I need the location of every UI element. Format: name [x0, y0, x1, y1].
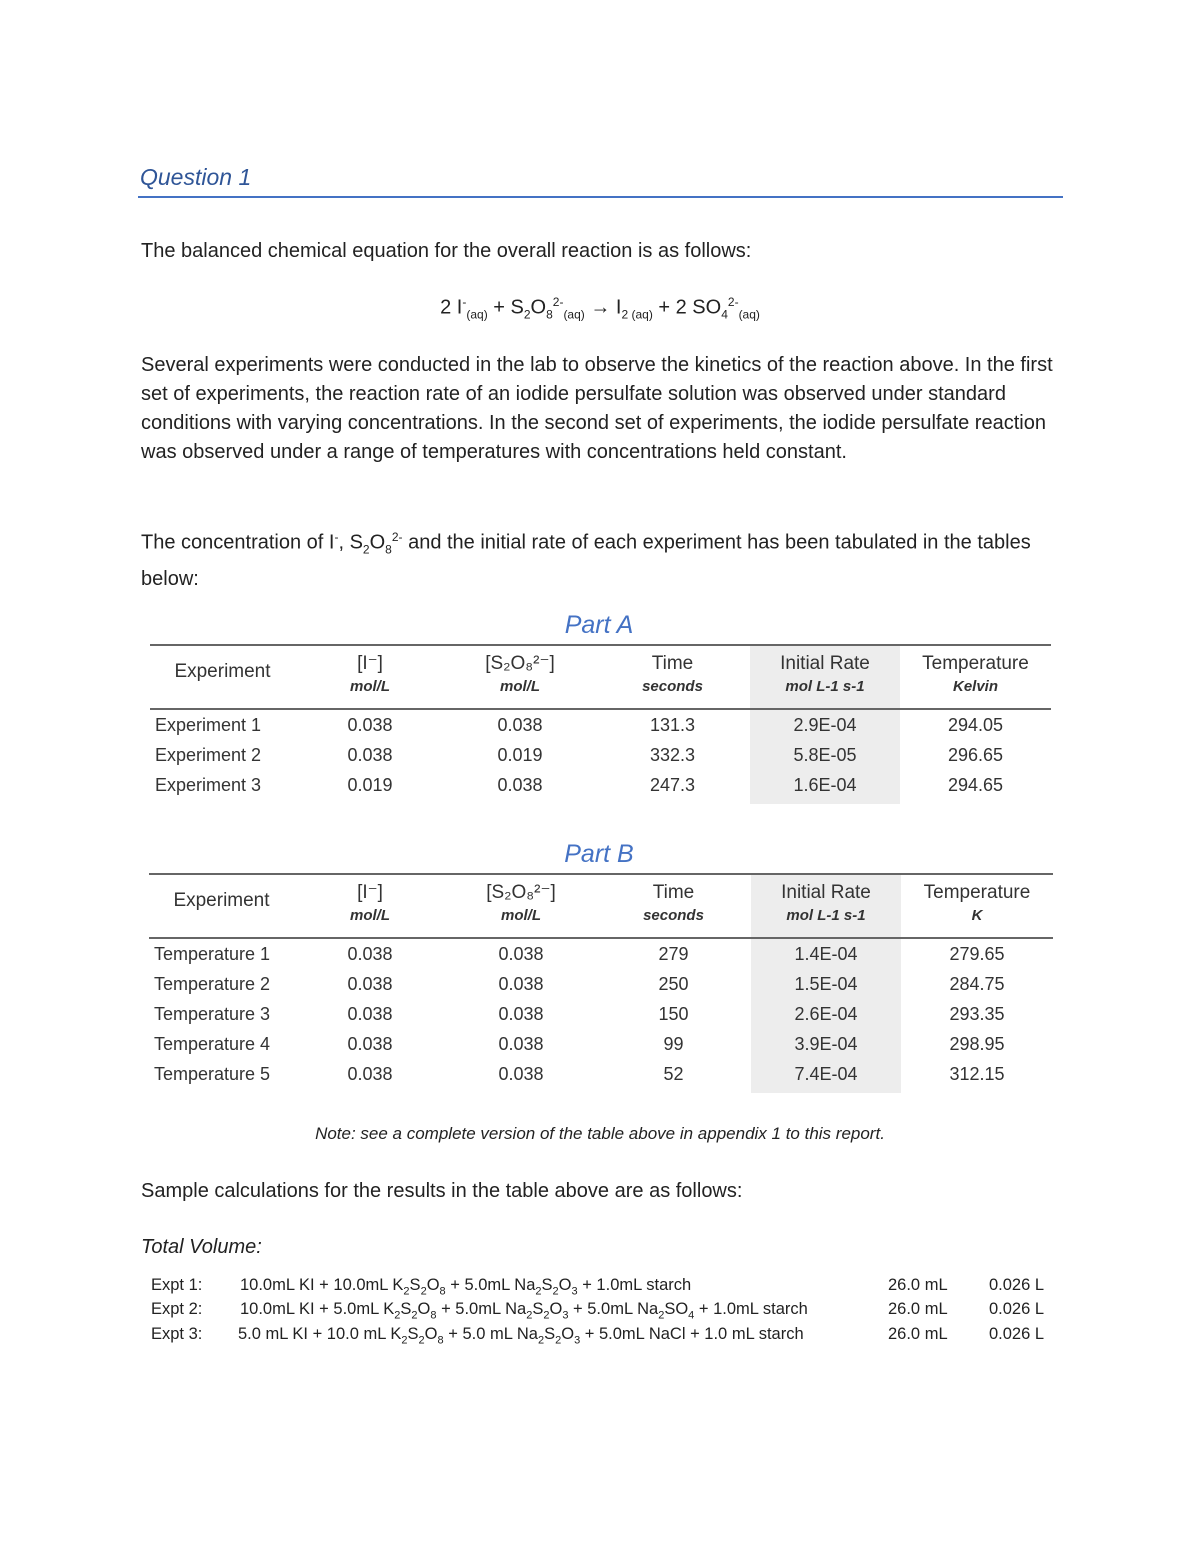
table-cell: 0.038: [347, 1033, 393, 1054]
calc-label: Expt 2:: [151, 1300, 203, 1318]
table-cell: 294.65: [947, 774, 1004, 795]
column-header-unit: mol/L: [501, 907, 541, 924]
column-header-label: Initial Rate: [781, 882, 871, 903]
part-b-row: [149, 999, 1053, 1029]
table-cell: Temperature 2: [154, 973, 271, 994]
table-cell: 279: [658, 943, 689, 964]
experiments-paragraph: Several experiments were conducted in the lab to observe the kinetics of the reaction above. In the first set of experiments, the reaction rate of an iodide persulfate solution was observed under standard conditions with varying concentrations. In the second set of experiments, the iodide persulfate reaction was observed under a range of temperatures with concentrations held constant.: [141, 354, 1053, 463]
column-header-label: Experiment: [173, 890, 270, 911]
part-b-row: [149, 1059, 1053, 1089]
table-cell: Experiment 3: [155, 774, 262, 795]
table-spacer: [150, 800, 1051, 804]
calc-formula: 5.0 mL KI + 10.0 mL $K_2S_2O_8 + 5.0$ mL $Na_2S_2O_3 + 5.0mL$ NaCl + 1.0 mL starch: [238, 1325, 804, 1347]
part-a-row: [150, 709, 1051, 740]
part-a-title: Part A: [564, 611, 634, 639]
table-cell: 1.4E-04: [751, 938, 901, 969]
table-cell: 2.6E-04: [751, 999, 901, 1029]
spacer-cell: [750, 800, 900, 804]
sample-calc-intro: Sample calculations for the results in the table above are as follows:: [141, 1180, 743, 1202]
spacer-cell: [595, 800, 750, 804]
table-cell: 296.65: [947, 744, 1004, 765]
table-cell: 1.6E-04: [750, 770, 900, 800]
part-b-row: [149, 969, 1053, 999]
table-cell: 284.75: [949, 973, 1005, 994]
column-header: [596, 874, 751, 938]
table-cell: 294.05: [947, 714, 1004, 735]
table-cell: 0.038: [347, 714, 393, 735]
calc-label: Expt 3:: [151, 1325, 203, 1343]
calc-volume: 26.0 mL: [888, 1325, 948, 1343]
spacer-cell: [901, 1089, 1053, 1093]
column-header-label: Initial Rate: [780, 653, 870, 674]
concentration-paragraph: The concentration of I-, $S_2O_8^{2-}$ and the initial rate of each experiment has been tabulated in the tables below:: [141, 530, 1031, 590]
column-header-unit: mol L-1 s-1: [785, 678, 865, 695]
table-cell: 0.038: [497, 714, 543, 735]
table-cell: Temperature 5: [154, 1063, 271, 1084]
column-header-label: [S₂O₈²⁻]: [486, 882, 556, 903]
column-header-unit: seconds: [643, 907, 704, 924]
part-b-table: [149, 873, 1053, 1093]
table-cell: 150: [658, 1003, 689, 1024]
table-cell: 3.9E-04: [751, 1029, 901, 1059]
table-cell: 0.038: [497, 774, 543, 795]
column-header: [294, 874, 446, 938]
table-cell: 0.038: [347, 943, 393, 964]
table-cell: 279.65: [949, 943, 1005, 964]
spacer-cell: [596, 1089, 751, 1093]
column-header-unit: mol/L: [350, 678, 390, 695]
table-cell: 0.038: [347, 744, 393, 765]
table-cell: 0.038: [347, 1063, 393, 1084]
part-b-title: Part B: [564, 840, 634, 868]
table-cell: 0.038: [347, 1003, 393, 1024]
part-a-table: [150, 644, 1051, 804]
table-cell: Temperature 4: [154, 1033, 271, 1054]
column-header: [295, 645, 445, 709]
question-heading: Question 1: [140, 164, 252, 190]
calc-volume: 26.0 mL: [888, 1300, 948, 1318]
table-cell: 2.9E-04: [750, 709, 900, 740]
part-a-header-row: [150, 645, 1051, 709]
part-b-header-row: [149, 874, 1053, 938]
column-header-unit: K: [971, 907, 983, 924]
column-header-label: Temperature: [922, 653, 1029, 674]
table-cell: 332.3: [649, 744, 696, 765]
calc-formula: 10.0mL KI + 5.0mL $K_2S_2O_8 + 5.0mL$ $Na_2S_2O_3 + 5.0mL$ $Na_2SO_4 + 1.0mL$ starch: [240, 1300, 808, 1322]
calc-volume: 26.0 mL: [888, 1276, 948, 1294]
table-cell: 293.35: [949, 1003, 1005, 1024]
calc-label: Expt 1:: [151, 1276, 203, 1294]
calc-litres: 0.026 L: [989, 1300, 1045, 1318]
table-cell: 5.8E-05: [750, 740, 900, 770]
table-cell: 131.3: [649, 714, 696, 735]
intro-text: The balanced chemical equation for the overall reaction is as follows:: [141, 240, 752, 262]
column-header: [751, 874, 901, 938]
appendix-note: Note: see a complete version of the table above in appendix 1 to this report.: [315, 1124, 885, 1143]
table-cell: Experiment 1: [155, 714, 262, 735]
table-cell: 0.038: [498, 1063, 544, 1084]
column-header: [150, 645, 295, 709]
column-header-unit: mol L-1 s-1: [786, 907, 866, 924]
part-a-row: [150, 740, 1051, 770]
column-header-label: Temperature: [923, 882, 1031, 903]
column-header: [446, 874, 596, 938]
table-cell: 52: [663, 1063, 684, 1084]
part-a-row: [150, 770, 1051, 800]
column-header: [445, 645, 595, 709]
column-header-label: [S₂O₈²⁻]: [485, 653, 555, 674]
column-header-label: Time: [652, 882, 695, 903]
table-cell: 298.95: [949, 1033, 1005, 1054]
table-spacer: [149, 1089, 1053, 1093]
spacer-cell: [149, 1089, 294, 1093]
table-cell: 0.019: [347, 774, 393, 795]
table-cell: 312.15: [949, 1063, 1005, 1084]
table-cell: Experiment 2: [155, 744, 262, 765]
table-cell: 247.3: [649, 774, 696, 795]
calc-litres: 0.026 L: [989, 1276, 1045, 1294]
part-b-row: [149, 938, 1053, 969]
total-volume-label: Total Volume:: [141, 1236, 262, 1258]
table-cell: 7.4E-04: [751, 1059, 901, 1089]
column-header-label: [I⁻]: [357, 882, 383, 903]
column-header-label: Experiment: [174, 661, 271, 682]
column-header-unit: mol/L: [500, 678, 540, 695]
spacer-cell: [295, 800, 445, 804]
spacer-cell: [294, 1089, 446, 1093]
part-b-body: [149, 938, 1053, 1093]
column-header: [750, 645, 900, 709]
calc-litres: 0.026 L: [989, 1325, 1045, 1343]
spacer-cell: [900, 800, 1051, 804]
part-b-row: [149, 1029, 1053, 1059]
calc-formula: 10.0mL KI + 10.0mL $K_2S_2O_8 + 5.0mL$ $Na_2S_2O_3 + 1.0mL$ starch: [240, 1276, 692, 1298]
column-header: [900, 645, 1051, 709]
column-header-label: [I⁻]: [357, 653, 383, 674]
part-a-body: [150, 709, 1051, 804]
table-cell: Temperature 3: [154, 1003, 271, 1024]
spacer-cell: [445, 800, 595, 804]
table-cell: 0.019: [497, 744, 543, 765]
table-cell: 99: [663, 1033, 684, 1054]
table-cell: 1.5E-04: [751, 969, 901, 999]
table-cell: 0.038: [347, 973, 393, 994]
chemical-equation: 2 $I^-_{(aq)} + S_2O_8^{2-}_{(aq)} \to I_{2 (aq)} + 2$ $SO_4^{2-}_{(aq)}$: [440, 295, 760, 322]
table-cell: 0.038: [498, 973, 544, 994]
table-cell: 0.038: [498, 943, 544, 964]
spacer-cell: [751, 1089, 901, 1093]
table-cell: Temperature 1: [154, 943, 271, 964]
column-header: [149, 874, 294, 938]
heading-underline: [138, 196, 1063, 198]
spacer-cell: [446, 1089, 596, 1093]
spacer-cell: [150, 800, 295, 804]
column-header-unit: Kelvin: [952, 678, 998, 695]
column-header: [901, 874, 1053, 938]
column-header-unit: mol/L: [350, 907, 390, 924]
table-cell: 250: [658, 973, 689, 994]
column-header-unit: seconds: [642, 678, 703, 695]
table-cell: 0.038: [498, 1033, 544, 1054]
column-header-label: Time: [651, 653, 694, 674]
column-header: [595, 645, 750, 709]
table-cell: 0.038: [498, 1003, 544, 1024]
